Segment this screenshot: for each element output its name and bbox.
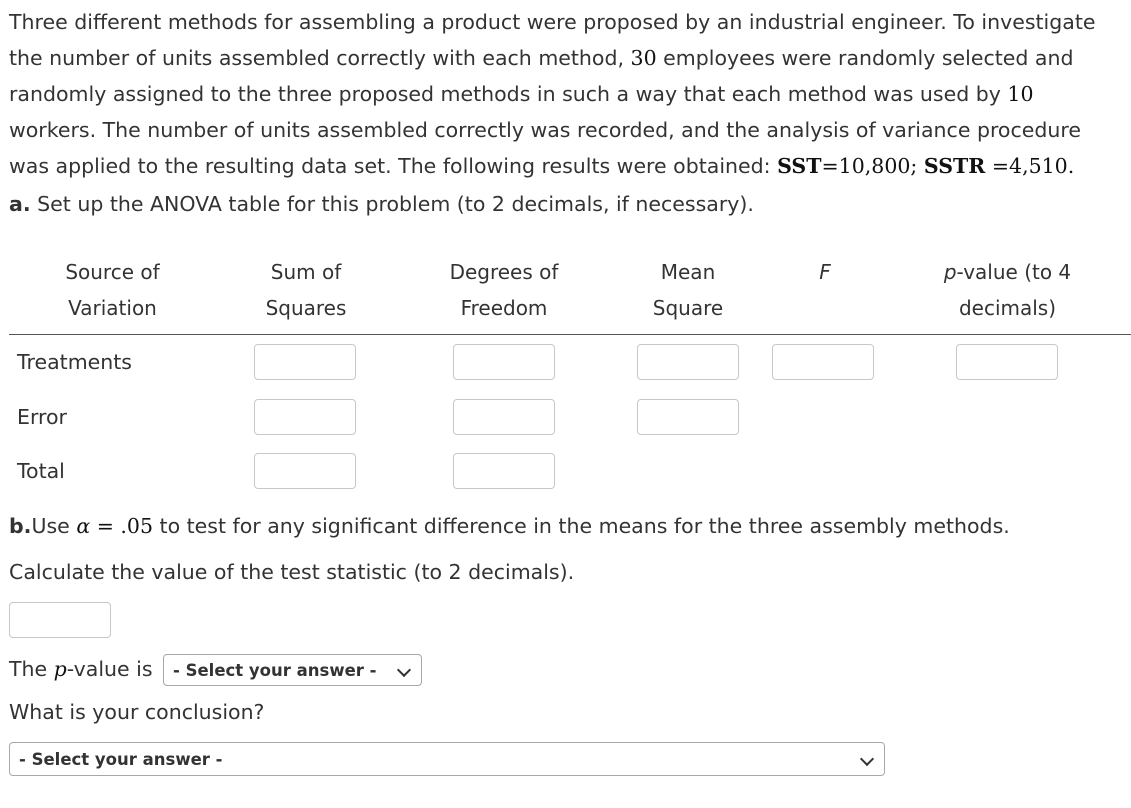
header-ss-line2: Squares — [265, 296, 347, 320]
header-ms-line2: Square — [652, 296, 724, 320]
header-source-line1: Source of — [65, 260, 160, 284]
header-ss-line1: Sum of — [270, 260, 342, 284]
part-a-prompt — [9, 192, 754, 216]
sstr-label: SSTR — [923, 154, 986, 178]
part-b-letter: b. — [9, 514, 32, 538]
sst-label: SST — [777, 154, 822, 178]
header-source — [40, 254, 185, 326]
header-mean-square — [628, 254, 748, 326]
pvalue-prefix: The — [9, 657, 48, 681]
pvalue-suffix: -value is — [66, 657, 153, 681]
alpha-symbol: α — [76, 514, 91, 538]
header-df-line1: Degrees of — [449, 260, 559, 284]
separator: ; — [910, 154, 918, 178]
header-ms-line1: Mean — [660, 260, 716, 284]
pvalue-select[interactable] — [163, 654, 422, 686]
conclusion-select[interactable] — [9, 742, 885, 776]
header-f — [795, 254, 855, 290]
chevron-down-icon — [860, 752, 874, 766]
part-a-text: Set up the ANOVA table for this problem (to 2 decimals, if necessary). — [37, 192, 754, 216]
calc-prompt: Calculate the value of the test statistic (to 2 decimals). — [9, 560, 575, 584]
period: . — [1067, 154, 1075, 178]
header-pvalue-p: p — [943, 260, 957, 284]
chevron-down-icon — [397, 663, 411, 677]
problem-text-3: workers. The number of units assembled correctly was recorded, and the analysis of variance procedure was applied to the resulting data set. The following results were obtained: — [9, 118, 1081, 178]
alpha-value: .05 — [120, 514, 154, 538]
part-a-letter: a. — [9, 192, 31, 216]
treatments-f-input[interactable] — [772, 344, 874, 380]
header-sum-squares — [236, 254, 376, 326]
test-statistic-input[interactable] — [9, 602, 111, 638]
total-ss-input[interactable] — [254, 453, 356, 489]
treatments-df-input[interactable] — [453, 344, 555, 380]
row-label-treatments: Treatments — [17, 350, 132, 374]
problem-statement — [9, 4, 1124, 184]
part-b-text: to test for any significant difference in the means for the three assembly methods. — [159, 514, 1010, 538]
problem-text-1: Three different methods for assembling a product were proposed by an industrial engineer. To investigate the number of units assembled correctly with each method, — [9, 10, 1096, 70]
header-degrees-freedom — [424, 254, 584, 326]
header-pvalue-line2: decimals) — [958, 296, 1057, 320]
error-ms-input[interactable] — [637, 399, 739, 435]
equals-sign: = — [96, 514, 114, 538]
header-pvalue-line1 — [920, 254, 1095, 290]
header-df-line2: Freedom — [460, 296, 548, 320]
error-ss-input[interactable] — [254, 399, 356, 435]
pvalue-prompt — [9, 653, 153, 685]
conclusion-prompt: What is your conclusion? — [9, 700, 265, 724]
header-source-line2: Variation — [68, 296, 157, 320]
part-b-use: Use — [31, 514, 70, 538]
row-label-error: Error — [17, 405, 67, 429]
employee-count: 30 — [630, 46, 657, 70]
header-pvalue-text: p-value (to 4 — [943, 260, 1072, 284]
conclusion-select-label: - Select your answer - — [19, 749, 223, 769]
treatments-pvalue-input[interactable] — [956, 344, 1058, 380]
sstr-value: =4,510 — [991, 154, 1068, 178]
pvalue-select-label: - Select your answer - — [173, 660, 377, 680]
header-pvalue — [920, 254, 1095, 326]
error-df-input[interactable] — [453, 399, 555, 435]
pvalue-p-symbol: p — [53, 657, 67, 681]
table-divider — [9, 334, 1131, 335]
header-f-line1: F — [819, 260, 831, 284]
problem-text-2: employees were randomly selected and randomly assigned to the three proposed methods in such a way that each method was used by — [9, 46, 1074, 106]
total-df-input[interactable] — [453, 453, 555, 489]
part-b-prompt — [9, 510, 1010, 542]
workers-per-method: 10 — [1007, 82, 1034, 106]
treatments-ss-input[interactable] — [254, 344, 356, 380]
treatments-ms-input[interactable] — [637, 344, 739, 380]
sst-value: =10,800 — [821, 154, 911, 178]
row-label-total: Total — [17, 459, 65, 483]
